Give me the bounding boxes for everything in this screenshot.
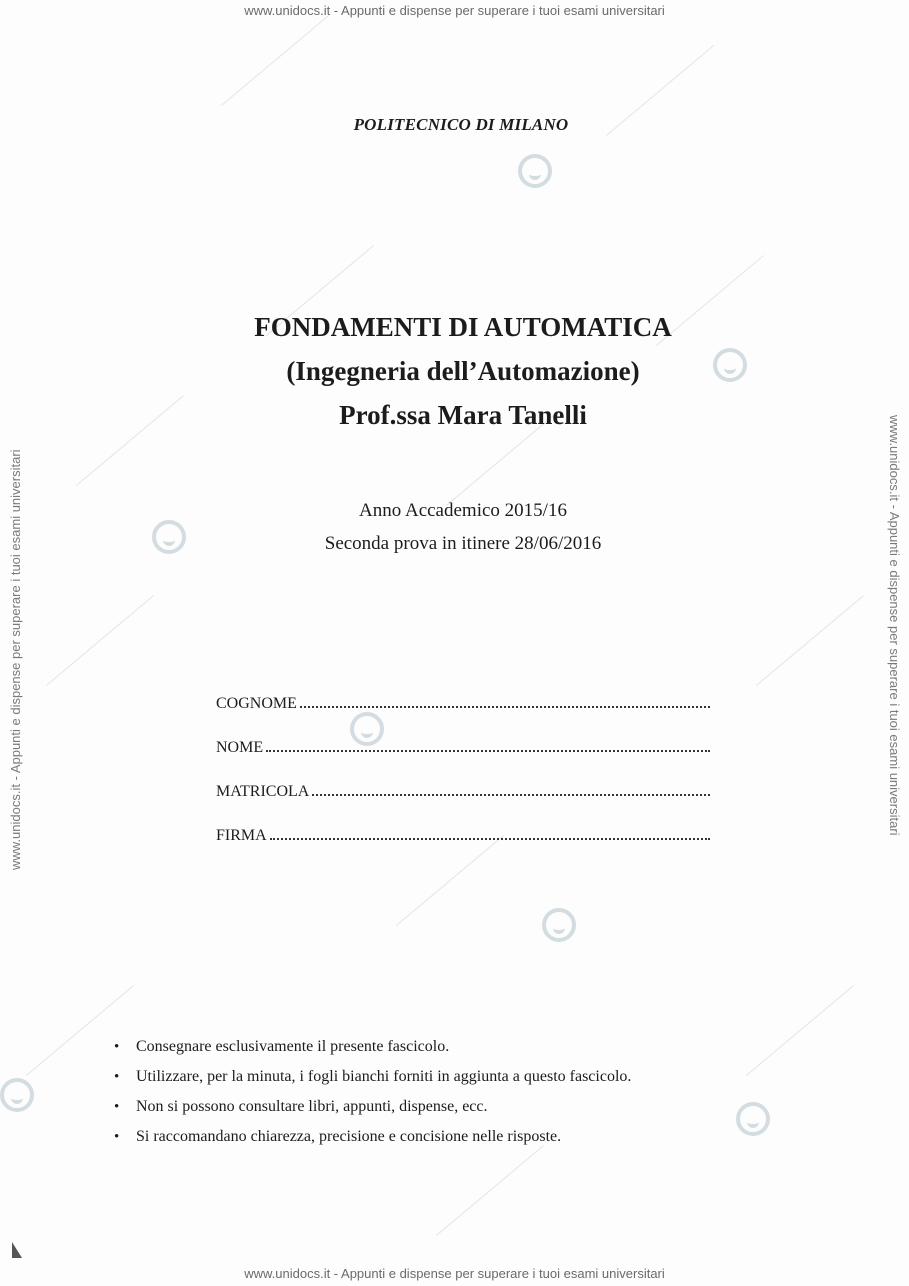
field-label: NOME bbox=[216, 739, 264, 756]
watermark-stroke bbox=[221, 15, 329, 106]
field-firma[interactable] bbox=[216, 826, 710, 870]
field-line[interactable] bbox=[270, 826, 710, 840]
academic-year: Anno Accademico 2015/16 bbox=[359, 500, 567, 521]
course-professor: Prof.ssa Mara Tanelli bbox=[339, 400, 587, 430]
watermark-right: www.unidocs.it - Appunti e dispense per superare i tuoi esami universitari bbox=[887, 415, 902, 836]
course-program: (Ingegneria dell’Automazione) bbox=[286, 356, 640, 386]
watermark-stroke bbox=[756, 595, 864, 686]
field-label: MATRICOLA bbox=[216, 783, 310, 800]
watermark-left: www.unidocs.it - Appunti e dispense per superare i tuoi esami universitari bbox=[8, 449, 23, 870]
list-item: • Utilizzare, per la minuta, i fogli bianchi forniti in aggiunta a questo fascicolo. bbox=[114, 1065, 814, 1095]
watermark-stroke bbox=[436, 1145, 544, 1236]
field-line[interactable] bbox=[266, 738, 710, 752]
scan-corner-mark bbox=[12, 1242, 22, 1258]
watermark-logo-icon bbox=[0, 1078, 34, 1112]
field-line[interactable] bbox=[312, 782, 710, 796]
institution-name: POLITECNICO DI MILANO bbox=[353, 115, 569, 134]
field-label: FIRMA bbox=[216, 827, 267, 844]
field-cognome[interactable] bbox=[216, 694, 710, 738]
course-title: FONDAMENTI DI AUTOMATICA bbox=[254, 312, 672, 342]
field-line[interactable] bbox=[300, 694, 710, 708]
list-item: • Si raccomandano chiarezza, precisione e concisione nelle risposte. bbox=[114, 1125, 814, 1155]
field-matricola[interactable] bbox=[216, 782, 710, 826]
field-label: COGNOME bbox=[216, 695, 297, 712]
watermark-logo-icon bbox=[518, 154, 552, 188]
field-nome[interactable] bbox=[216, 738, 710, 782]
watermark-top: www.unidocs.it - Appunti e dispense per superare i tuoi esami universitari bbox=[244, 3, 665, 18]
student-fields bbox=[216, 694, 710, 870]
list-item: • Consegnare esclusivamente il presente fascicolo. bbox=[114, 1035, 814, 1065]
list-item: • Non si possono consultare libri, appunti, dispense, ecc. bbox=[114, 1095, 814, 1125]
exam-rules-list bbox=[114, 1035, 814, 1155]
exam-session: Seconda prova in itinere 28/06/2016 bbox=[324, 533, 602, 554]
watermark-logo-icon bbox=[542, 908, 576, 942]
watermark-stroke bbox=[46, 595, 154, 686]
exam-info bbox=[0, 494, 909, 560]
watermark-bottom: www.unidocs.it - Appunti e dispense per superare i tuoi esami universitari bbox=[244, 1266, 665, 1281]
course-title-block bbox=[0, 305, 909, 437]
